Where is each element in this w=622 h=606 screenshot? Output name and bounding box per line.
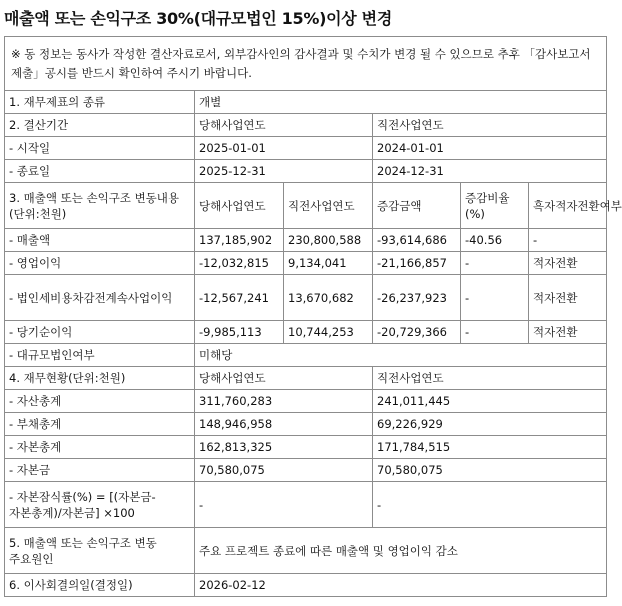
capital-impairment-current: - [195, 482, 373, 528]
revenue-label: - 매출액 [5, 229, 195, 252]
capital-impairment-prior: - [373, 482, 607, 528]
disclosure-table [4, 36, 622, 597]
pretax-income-current: -12,567,241 [195, 275, 284, 321]
s4-prior-header: 직전사업연도 [373, 367, 607, 390]
operating-income-prior: 9,134,041 [284, 252, 373, 275]
pretax-income-label: - 법인세비용차감전계속사업이익 [5, 275, 195, 321]
capital-impairment-label: - 자본잠식률(%) = [(자본금-자본총계)/자본금] ×100 [5, 482, 195, 528]
pretax-income-change: -26,237,923 [373, 275, 461, 321]
s2-label: 2. 결산기간 [5, 114, 195, 137]
start-date-label: - 시작일 [5, 137, 195, 160]
large-corp-label: - 대규모법인여부 [5, 344, 195, 367]
total-liabilities-label: - 부채총계 [5, 413, 195, 436]
total-assets-current: 311,760,283 [195, 390, 373, 413]
total-equity-label: - 자본총계 [5, 436, 195, 459]
operating-income-current: -12,032,815 [195, 252, 284, 275]
s1-label: 1. 재무제표의 종류 [5, 91, 195, 114]
s3-header-prior: 직전사업연도 [284, 183, 373, 229]
s3-header-change: 증감금액 [373, 183, 461, 229]
net-income-label: - 당기순이익 [5, 321, 195, 344]
s3-label: 3. 매출액 또는 손익구조 변동내용(단위:천원) [5, 183, 195, 229]
capital-stock-prior: 70,580,075 [373, 459, 607, 482]
revenue-rate: -40.56 [461, 229, 529, 252]
capital-stock-current: 70,580,075 [195, 459, 373, 482]
total-assets-prior: 241,011,445 [373, 390, 607, 413]
revenue-current: 137,185,902 [195, 229, 284, 252]
page-title: 매출액 또는 손익구조 30%(대규모법인 15%)이상 변경 [4, 9, 392, 28]
s6-value: 2026-02-12 [195, 574, 607, 597]
total-equity-current: 162,813,325 [195, 436, 373, 459]
revenue-turn: - [529, 229, 607, 252]
total-liabilities-current: 148,946,958 [195, 413, 373, 436]
s5-label: 5. 매출액 또는 손익구조 변동 주요원인 [5, 528, 195, 574]
notice-text: ※ 동 정보는 동사가 작성한 결산자료로서, 외부감사인의 감사결과 및 수치가 변경 될 수 있으므로 추후 「감사보고서 제출」공시를 반드시 확인하여 주시기 바랍니다. [5, 37, 607, 91]
operating-income-rate: - [461, 252, 529, 275]
s1-value: 개별 [195, 91, 607, 114]
net-income-change: -20,729,366 [373, 321, 461, 344]
s3-header-current: 당해사업연도 [195, 183, 284, 229]
end-date-current: 2025-12-31 [195, 160, 373, 183]
end-date-label: - 종료일 [5, 160, 195, 183]
operating-income-label: - 영업이익 [5, 252, 195, 275]
s4-label: 4. 재무현황(단위:천원) [5, 367, 195, 390]
net-income-turn: 적자전환 [529, 321, 607, 344]
net-income-prior: 10,744,253 [284, 321, 373, 344]
revenue-change: -93,614,686 [373, 229, 461, 252]
s6-label: 6. 이사회결의일(결정일) [5, 574, 195, 597]
s4-current-header: 당해사업연도 [195, 367, 373, 390]
end-date-prior: 2024-12-31 [373, 160, 607, 183]
operating-income-change: -21,166,857 [373, 252, 461, 275]
capital-stock-label: - 자본금 [5, 459, 195, 482]
pretax-income-turn: 적자전환 [529, 275, 607, 321]
total-assets-label: - 자산총계 [5, 390, 195, 413]
operating-income-turn: 적자전환 [529, 252, 607, 275]
net-income-rate: - [461, 321, 529, 344]
large-corp-value: 미해당 [195, 344, 607, 367]
total-liabilities-prior: 69,226,929 [373, 413, 607, 436]
s3-header-turn: 흑자적자전환여부 [529, 183, 607, 229]
pretax-income-prior: 13,670,682 [284, 275, 373, 321]
net-income-current: -9,985,113 [195, 321, 284, 344]
s2-current-header: 당해사업연도 [195, 114, 373, 137]
pretax-income-rate: - [461, 275, 529, 321]
start-date-prior: 2024-01-01 [373, 137, 607, 160]
revenue-prior: 230,800,588 [284, 229, 373, 252]
s3-header-rate: 증감비율(%) [461, 183, 529, 229]
s2-prior-header: 직전사업연도 [373, 114, 607, 137]
start-date-current: 2025-01-01 [195, 137, 373, 160]
s5-value: 주요 프로젝트 종료에 따른 매출액 및 영업이익 감소 [195, 528, 607, 574]
total-equity-prior: 171,784,515 [373, 436, 607, 459]
